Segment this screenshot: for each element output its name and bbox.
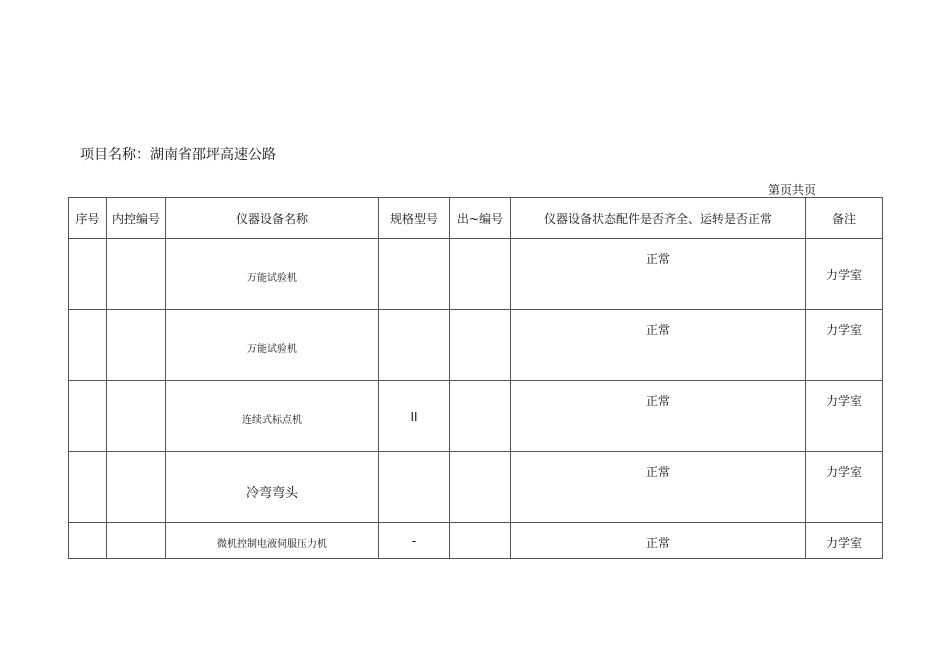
cell-spec-model — [379, 310, 450, 381]
cell-spec-model: II — [379, 381, 450, 452]
table-row — [69, 310, 883, 381]
project-title: 项目名称：湖南省邵坪高速公路 — [80, 147, 276, 163]
header-status: 仪器设备状态配件是否齐全、运转是否正常 — [511, 198, 806, 239]
cell-equipment-name: 万能试验机 — [166, 239, 379, 310]
table-row — [69, 239, 883, 310]
cell-serial — [450, 452, 511, 523]
table-row — [69, 452, 883, 523]
cell-internal-code — [107, 239, 166, 310]
cell-status: 正常 — [511, 310, 806, 381]
cell-equipment-name: 冷弯弯头 — [166, 452, 379, 523]
cell-spec-model — [379, 452, 450, 523]
cell-index — [69, 239, 107, 310]
cell-equipment-name: 微机控制电液伺服压力机 — [166, 523, 379, 559]
cell-internal-code — [107, 381, 166, 452]
header-equipment-name: 仪器设备名称 — [166, 198, 379, 239]
cell-internal-code — [107, 523, 166, 559]
cell-index — [69, 523, 107, 559]
cell-index — [69, 310, 107, 381]
cell-serial — [450, 523, 511, 559]
header-internal-code: 内控编号 — [107, 198, 166, 239]
cell-note: 力学室 — [806, 239, 883, 310]
cell-index — [69, 381, 107, 452]
cell-equipment-name: 连续式标点机 — [166, 381, 379, 452]
cell-internal-code — [107, 310, 166, 381]
cell-note: 力学室 — [806, 452, 883, 523]
cell-status: 正常 — [511, 523, 806, 559]
cell-note: 力学室 — [806, 523, 883, 559]
cell-spec-model — [379, 239, 450, 310]
cell-index — [69, 452, 107, 523]
table-header-row — [69, 198, 883, 239]
cell-status: 正常 — [511, 381, 806, 452]
cell-status: 正常 — [511, 452, 806, 523]
cell-spec-model: - — [379, 523, 450, 559]
cell-note: 力学室 — [806, 310, 883, 381]
header-spec-model: 规格型号 — [379, 198, 450, 239]
header-serial: 出~编号 — [450, 198, 511, 239]
table-row — [69, 381, 883, 452]
cell-note: 力学室 — [806, 381, 883, 452]
cell-internal-code — [107, 452, 166, 523]
cell-serial — [450, 239, 511, 310]
cell-equipment-name: 万能试验机 — [166, 310, 379, 381]
cell-status: 正常 — [511, 239, 806, 310]
page-info: 第页共页 — [768, 183, 817, 197]
equipment-table — [68, 197, 883, 559]
cell-serial — [450, 310, 511, 381]
header-note: 备注 — [806, 198, 883, 239]
header-index: 序号 — [69, 198, 107, 239]
cell-serial — [450, 381, 511, 452]
table-row — [69, 523, 883, 559]
